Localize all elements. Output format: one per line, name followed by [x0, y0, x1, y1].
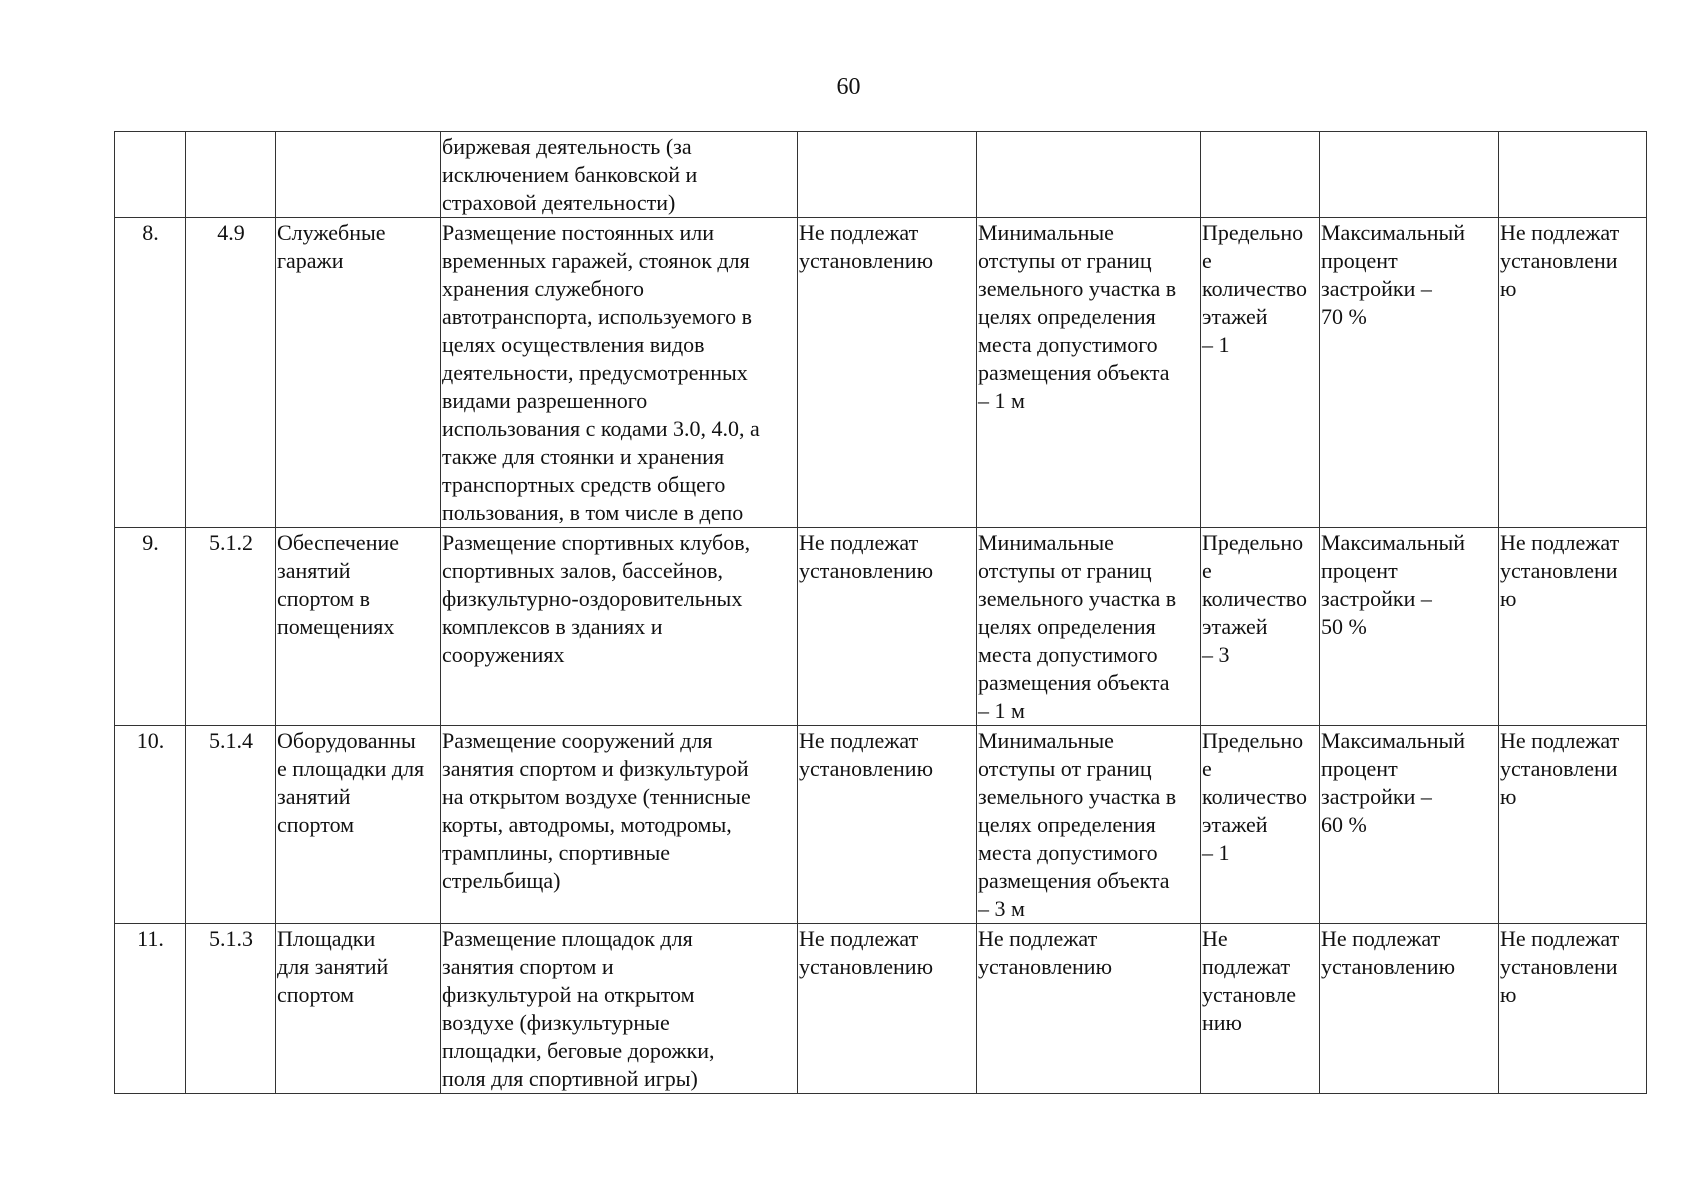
- cell-description: Размещение постоянных или временных гаражей, стоянок для хранения служебного автотранспорта, используемого в целях осуществления видов деятельности, предусмотренных видами разрешенного использования с кодами 3.0, 4.0, а также для стоянки и хранения транспортных средств общего пользования, в том числе в депо: [441, 218, 798, 528]
- page-number: 60: [836, 74, 861, 100]
- cell-setbacks: Минимальные отступы от границ земельного участка в целях определения места допустимого размещения объекта – 1 м: [977, 528, 1201, 726]
- table-row: [115, 528, 1647, 726]
- cell-num: 10.: [115, 726, 186, 924]
- zoning-regulations-table: [114, 131, 1647, 1094]
- cell-plot-size: Не подлежат установлению: [798, 218, 977, 528]
- cell-plot-size: [798, 132, 977, 218]
- cell-setbacks: Минимальные отступы от границ земельного участка в целях определения места допустимого размещения объекта – 3 м: [977, 726, 1201, 924]
- cell-setbacks: Не подлежат установлению: [977, 924, 1201, 1094]
- table-row: [115, 726, 1647, 924]
- cell-floors: Предельно е количество этажей – 1: [1201, 218, 1320, 528]
- cell-floors: [1201, 132, 1320, 218]
- cell-num: 11.: [115, 924, 186, 1094]
- cell-coverage: [1320, 132, 1499, 218]
- table-row-continuation: [115, 132, 1647, 218]
- cell-setbacks: [977, 132, 1201, 218]
- cell-description: Размещение спортивных клубов, спортивных залов, бассейнов, физкультурно-оздоровительных комплексов в зданиях и сооружениях: [441, 528, 798, 726]
- cell-num: 8.: [115, 218, 186, 528]
- cell-floors: Не подлежат установле нию: [1201, 924, 1320, 1094]
- cell-floors: Предельно е количество этажей – 1: [1201, 726, 1320, 924]
- cell-coverage: Максимальный процент застройки – 60 %: [1320, 726, 1499, 924]
- cell-other: Не подлежат установлени ю: [1499, 726, 1647, 924]
- cell-other: Не подлежат установлени ю: [1499, 924, 1647, 1094]
- cell-name: Площадки для занятий спортом: [276, 924, 441, 1094]
- cell-code: 4.9: [186, 218, 276, 528]
- cell-plot-size: Не подлежат установлению: [798, 924, 977, 1094]
- cell-name: [276, 132, 441, 218]
- cell-coverage: Максимальный процент застройки – 50 %: [1320, 528, 1499, 726]
- cell-description: биржевая деятельность (за исключением банковской и страховой деятельности): [441, 132, 798, 218]
- cell-code: 5.1.3: [186, 924, 276, 1094]
- table-row: [115, 218, 1647, 528]
- cell-other: Не подлежат установлени ю: [1499, 218, 1647, 528]
- cell-code: 5.1.4: [186, 726, 276, 924]
- cell-coverage: Не подлежат установлению: [1320, 924, 1499, 1094]
- cell-description: Размещение площадок для занятия спортом и физкультурой на открытом воздухе (физкультурные площадки, беговые дорожки, поля для спортивной игры): [441, 924, 798, 1094]
- cell-setbacks: Минимальные отступы от границ земельного участка в целях определения места допустимого размещения объекта – 1 м: [977, 218, 1201, 528]
- cell-floors: Предельно е количество этажей – 3: [1201, 528, 1320, 726]
- cell-coverage: Максимальный процент застройки – 70 %: [1320, 218, 1499, 528]
- cell-plot-size: Не подлежат установлению: [798, 528, 977, 726]
- cell-code: [186, 132, 276, 218]
- cell-name: Оборудованны е площадки для занятий спортом: [276, 726, 441, 924]
- cell-description: Размещение сооружений для занятия спортом и физкультурой на открытом воздухе (теннисные корты, автодромы, мотодромы, трамплины, спортивные стрельбища): [441, 726, 798, 924]
- cell-plot-size: Не подлежат установлению: [798, 726, 977, 924]
- cell-name: Обеспечение занятий спортом в помещениях: [276, 528, 441, 726]
- cell-other: Не подлежат установлени ю: [1499, 528, 1647, 726]
- table-row: [115, 924, 1647, 1094]
- cell-code: 5.1.2: [186, 528, 276, 726]
- cell-num: 9.: [115, 528, 186, 726]
- cell-name: Служебные гаражи: [276, 218, 441, 528]
- cell-other: [1499, 132, 1647, 218]
- cell-num: [115, 132, 186, 218]
